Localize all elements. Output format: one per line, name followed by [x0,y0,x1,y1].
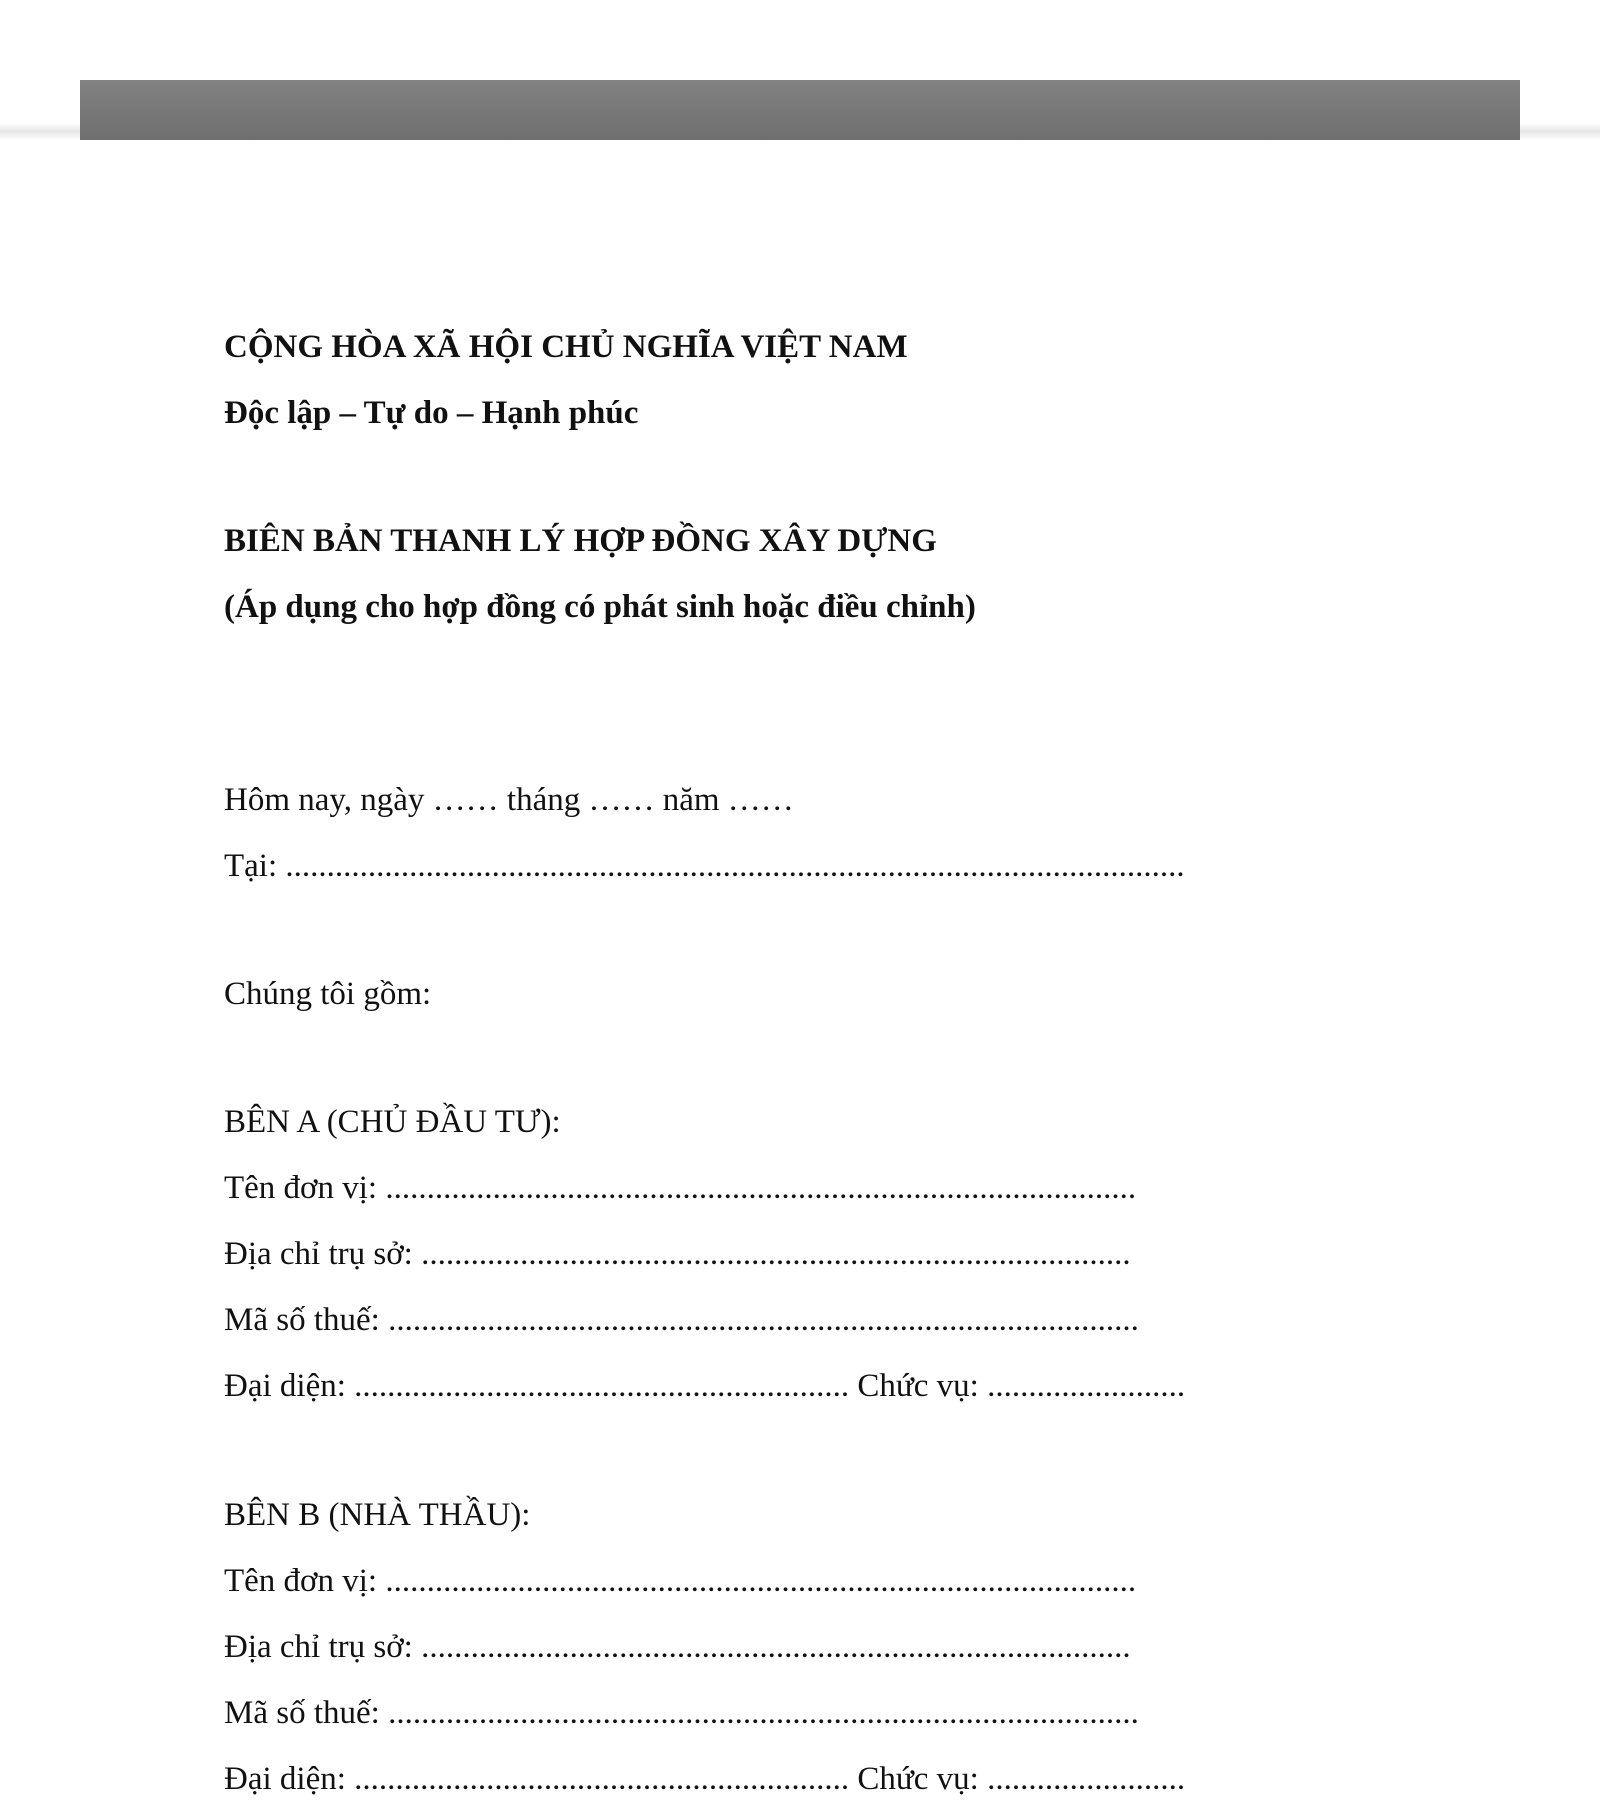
party-b-heading: BÊN B (NHÀ THẦU): [224,1497,531,1533]
party-a-tax-field: Mã số thuế: ........................................................................................... [224,1302,1139,1338]
place-line: Tại: ............................................................................................................. [224,848,1185,884]
party-b-address-field: Địa chỉ trụ sở: ...................................................................................... [224,1629,1131,1665]
party-b-name-field: Tên đơn vị: ........................................................................................... [224,1563,1137,1599]
document-subtitle: (Áp dụng cho hợp đồng có phát sinh hoặc điều chỉnh) [224,589,976,625]
document-title: BIÊN BẢN THANH LÝ HỢP ĐỒNG XÂY DỰNG [224,523,937,559]
party-a-name-field: Tên đơn vị: ........................................................................................... [224,1170,1137,1206]
parties-intro: Chúng tôi gồm: [224,976,432,1012]
party-b-tax-field: Mã số thuế: ........................................................................................... [224,1695,1139,1731]
motto-heading: Độc lập – Tự do – Hạnh phúc [224,395,639,431]
party-a-heading: BÊN A (CHỦ ĐẦU TƯ): [224,1104,561,1140]
date-line: Hôm nay, ngày …… tháng …… năm …… [224,782,794,818]
party-a-representative-field: Đại diện: ............................................................ Chức vụ: ........................ [224,1368,1186,1404]
document-page [0,140,1600,1800]
party-b-representative-field: Đại diện: ............................................................ Chức vụ: ........................ [224,1761,1186,1797]
country-heading: CỘNG HÒA XÃ HỘI CHỦ NGHĨA VIỆT NAM [224,329,908,365]
document-toolbar [80,80,1520,140]
party-a-address-field: Địa chỉ trụ sở: ...................................................................................... [224,1236,1131,1272]
